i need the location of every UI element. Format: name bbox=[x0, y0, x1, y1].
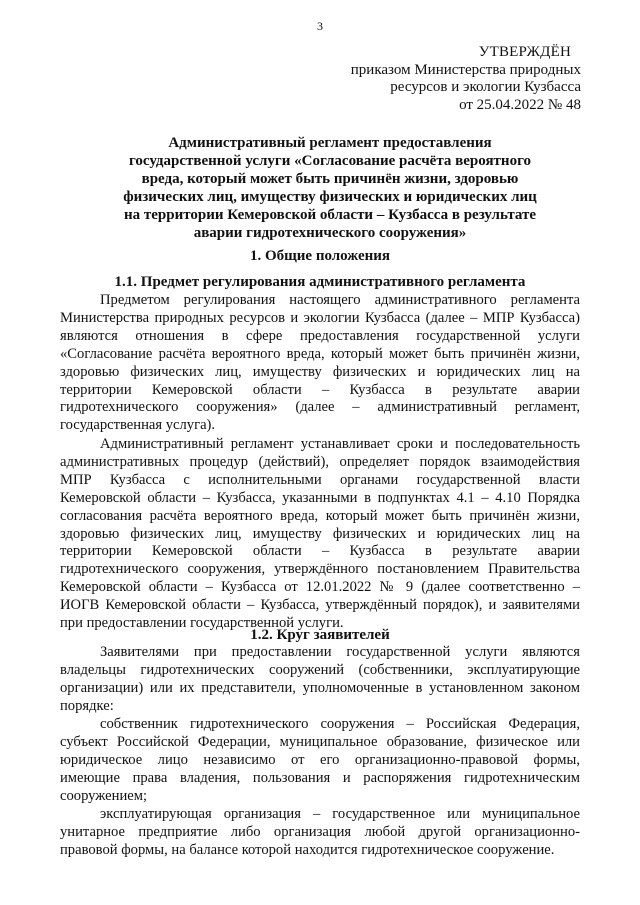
section-1-2-paragraph-2 bbox=[60, 716, 580, 806]
approval-stamp bbox=[311, 44, 581, 114]
regulation-title-line: Административный регламент предоставления bbox=[168, 135, 492, 151]
text-line: Заявителями при предоставлении государственной услуги являются bbox=[100, 644, 580, 660]
text-line: административных процедур (действий), определяет порядок взаимодействия bbox=[60, 453, 580, 470]
regulation-title-line: аварии гидротехнического сооружения» bbox=[193, 225, 467, 241]
text-line: гидротехнического сооружения» (далее – административный регламент, bbox=[60, 399, 580, 416]
text-line: имеющие права владения, пользования и распоряжения гидротехническим bbox=[60, 769, 580, 786]
text-line: государственная услуга). bbox=[60, 417, 216, 434]
approval-line: ресурсов и экологии Кузбасса bbox=[390, 79, 581, 95]
text-line: территории Кемеровской области – Кузбасса в результате аварии bbox=[60, 381, 580, 398]
text-line: унитарное предприятие либо организация любой другой организационно- bbox=[60, 823, 580, 840]
text-line: здоровью физических лиц, имуществу физических и юридических лиц на bbox=[60, 525, 580, 542]
section-1-2-paragraph-1 bbox=[60, 644, 580, 716]
text-line: при предоставлении государственной услуги. bbox=[60, 615, 344, 632]
text-line: собственник гидротехнического сооружения – Российская Федерация, bbox=[100, 716, 580, 732]
regulation-title-line: на территории Кемеровской области – Кузбасса в результате bbox=[123, 207, 537, 223]
approval-line: от 25.04.2022 № 48 bbox=[459, 96, 581, 113]
text-line: согласования расчёта вероятного вреда, который может быть причинён жизни, bbox=[60, 507, 580, 524]
section-1-heading: 1. Общие положения bbox=[249, 248, 391, 264]
section-1-2-heading: 1.2. Круг заявителей bbox=[250, 627, 390, 643]
regulation-title bbox=[80, 134, 580, 242]
text-line: гидротехнического сооружения, утверждённого постановлением Правительства bbox=[60, 561, 580, 578]
page-number: 3 bbox=[317, 19, 323, 33]
text-line: юридическое лицо независимо от его организационно-правовой формы, bbox=[60, 751, 580, 768]
text-line: организации) или их представители, уполномоченные в установленном законом bbox=[60, 679, 580, 696]
section-1-2-paragraph-3 bbox=[60, 806, 580, 860]
regulation-title-line: государственной услуги «Согласование расчёта вероятного bbox=[128, 153, 532, 169]
section-1-1-paragraph-1 bbox=[60, 292, 580, 435]
text-line: ИОГВ Кемеровской области – Кузбасса, утверждённый порядок), и заявителями bbox=[60, 597, 580, 614]
regulation-title-line: физических лиц, имуществу физических и юридических лиц bbox=[123, 189, 537, 205]
text-line: Кемеровской области – Кузбасса, указанными в подпунктах 4.1 – 4.10 Порядка bbox=[60, 489, 580, 506]
approval-line: приказом Министерства природных bbox=[350, 61, 581, 78]
text-line: территории Кемеровской области – Кузбасса в результате аварии bbox=[60, 543, 580, 560]
text-line: Административный регламент устанавливает сроки и последовательность bbox=[100, 436, 580, 452]
text-line: МПР Кузбасса с исполнительными органами государственной власти bbox=[60, 471, 580, 488]
text-line: Министерства природных ресурсов и экологии Кузбасса (далее – МПР Кузбасса) bbox=[60, 309, 580, 326]
text-line: правовой формы, на балансе которой находится гидротехническое сооружение. bbox=[60, 841, 555, 858]
text-line: являются отношения в сфере предоставления государственной услуги bbox=[60, 327, 580, 344]
text-line: порядке: bbox=[60, 697, 114, 714]
text-line: Кемеровской области – Кузбасса от 12.01.2022 № 9 (далее соответственно – bbox=[60, 579, 580, 596]
regulation-title-line: вреда, который может быть причинён жизни, здоровью bbox=[141, 171, 519, 187]
text-line: субъект Российской Федерации, муниципальное образование, физическое или bbox=[60, 733, 580, 750]
section-1-1-paragraph-2 bbox=[60, 436, 580, 633]
text-line: здоровью физических лиц, имуществу физических и юридических лиц на bbox=[60, 363, 580, 380]
approval-title: УТВЕРЖДЁН bbox=[478, 44, 571, 60]
text-line: владельцы гидротехнических сооружений (собственники, эксплуатирующие bbox=[60, 661, 580, 678]
section-1-1-heading: 1.1. Предмет регулирования административного регламента bbox=[114, 274, 526, 290]
text-line: Предметом регулирования настоящего административного регламента bbox=[100, 292, 580, 308]
text-line: «Согласование расчёта вероятного вреда, который может быть причинён жизни, bbox=[60, 345, 580, 362]
text-line: сооружением; bbox=[60, 787, 148, 804]
text-line: эксплуатирующая организация – государственное или муниципальное bbox=[100, 806, 580, 822]
